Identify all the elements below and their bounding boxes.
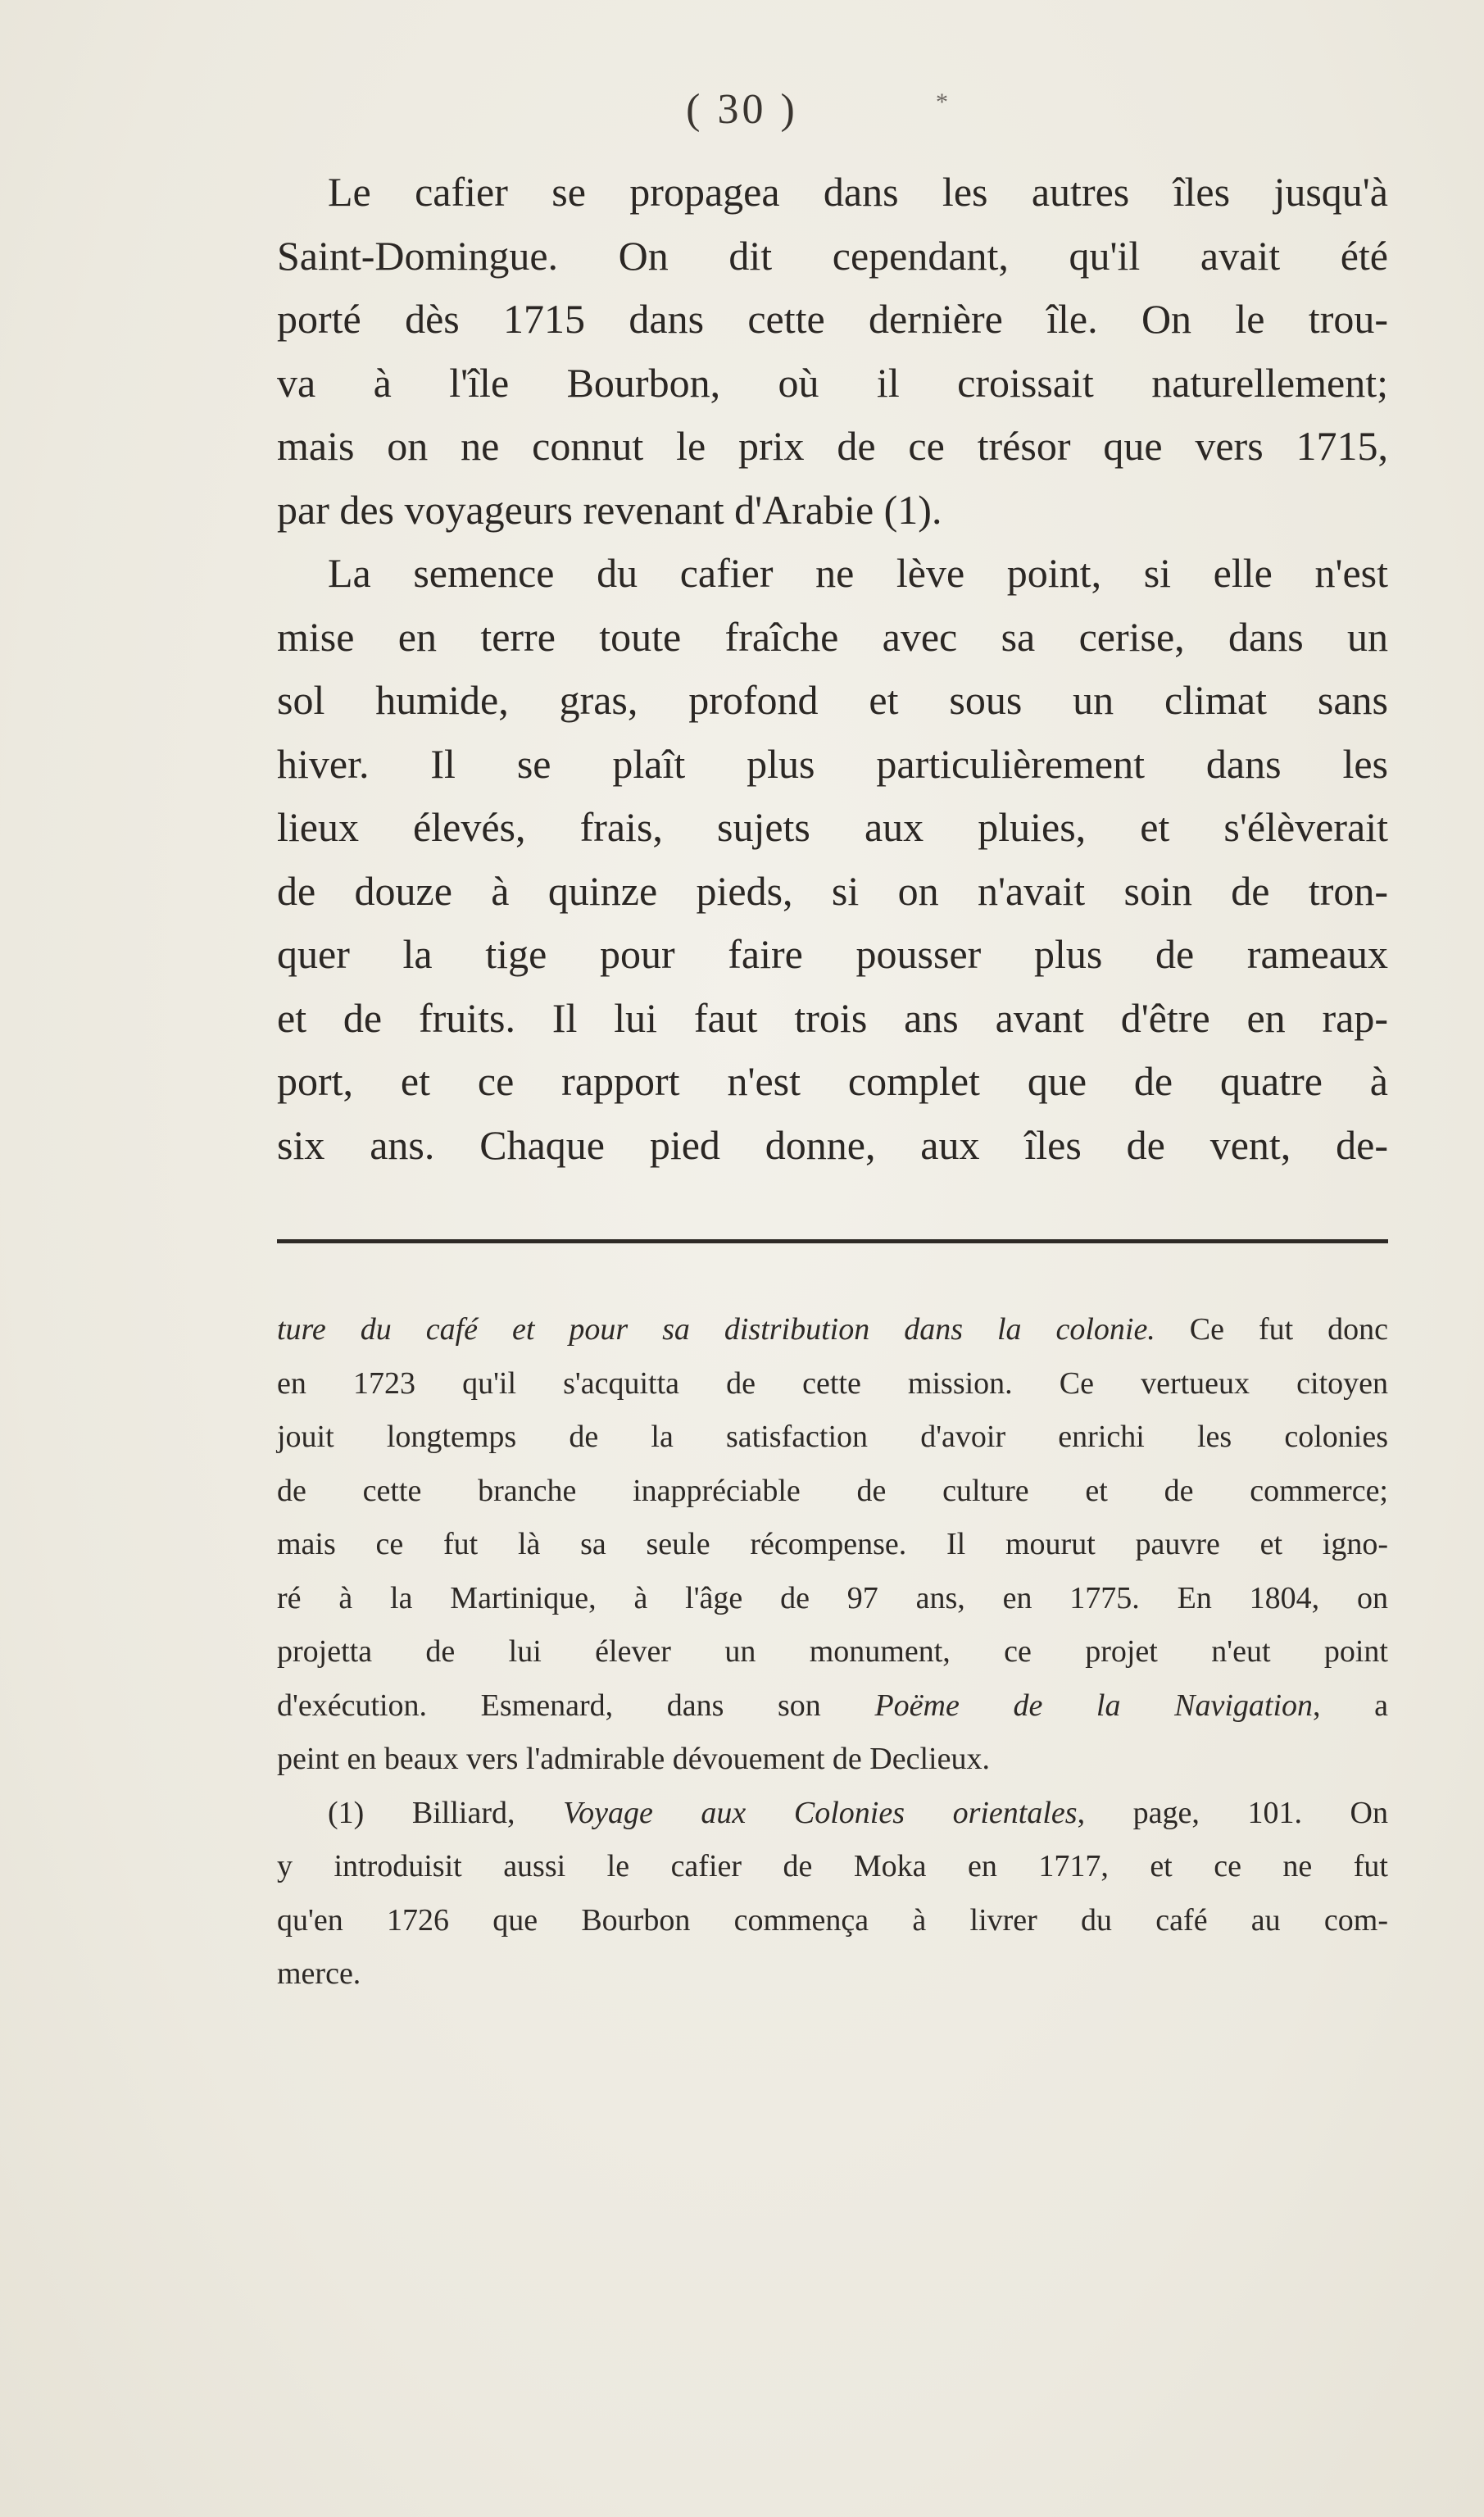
footnotes-block [277,1303,1388,2001]
note-line: de cette branche inappréciable de culture et de commerce; [277,1473,1388,1508]
text-line: par des voyageurs revenant d'Arabie (1). [277,486,942,533]
note-italic: Poëme de la Navigation [874,1688,1313,1723]
text-line: et de fruits. Il lui faut trois ans avant d'être en rap- [277,994,1388,1041]
text-line: mise en terre toute fraîche avec sa cerise, dans un [277,613,1388,660]
text-line: hiver. Il se plaît plus particulièrement dans les [277,740,1388,787]
page-number [0,85,1484,134]
main-text-block [277,161,1388,1177]
footnote-line [277,1787,1388,1841]
note-line: jouit longtemps de la satisfaction d'avoir enrichi les colonies [277,1420,1388,1454]
text-line: lieux élevés, frais, sujets aux pluies, et s'élèverait [277,804,1388,850]
text-line: Saint-Domingue. On dit cependant, qu'il avait été [277,232,1388,279]
text-line: va à l'île Bourbon, où il croissait naturellement; [277,359,1388,406]
note-line: peint en beaux vers l'admirable dévouement de Declieux. [277,1742,990,1776]
text-line: quer la tige pour faire pousser plus de rameaux [277,931,1388,977]
footnote-marker-text: (1) Billiard, [328,1795,564,1830]
text-line: mais on ne connut le prix de ce trésor que vers 1715, [277,423,1388,469]
text-line: de douze à quinze pieds, si on n'avait soin de tron- [277,867,1388,914]
note-italic: ture du café et pour sa distribution dans la colonie. [277,1312,1155,1347]
text-line: port, et ce rapport n'est complet que de quatre à [277,1058,1388,1104]
text-line: La semence du cafier ne lève point, si elle n'est [328,550,1388,596]
folio-mark: * [936,89,951,116]
note-line: projetta de lui élever un monument, ce projet n'eut point [277,1634,1388,1669]
footnote-line: merce. [277,1956,361,1991]
footnote-separator-rule [277,1239,1388,1243]
note-text: , page, 101. On [1077,1795,1389,1830]
text-line: sol humide, gras, profond et sous un climat sans [277,677,1388,723]
note-line: ré à la Martinique, à l'âge de 97 ans, en 1775. En 1804, on [277,1580,1388,1615]
page-number-text: ( 30 ) [686,86,798,133]
note-italic: Voyage aux Colonies orientales [563,1795,1078,1830]
note-text: , a [1313,1688,1388,1723]
footnote-line: y introduisit aussi le cafier de Moka en 1717, et ce ne fut [277,1849,1388,1883]
note-line [277,1679,1388,1733]
note-line: en 1723 qu'il s'acquitta de cette mission. Ce vertueux citoyen [277,1365,1388,1401]
note-text: d'exécution. Esmenard, dans son [277,1688,875,1723]
text-line: Le cafier se propagea dans les autres îles jusqu'à [328,169,1388,215]
note-line: mais ce fut là sa seule récompense. Il mourut pauvre et igno- [277,1527,1388,1561]
text-line: six ans. Chaque pied donne, aux îles de vent, de- [277,1121,1388,1168]
footnote-line: qu'en 1726 que Bourbon commença à livrer du café au com- [277,1902,1388,1938]
note-line [277,1303,1388,1357]
text-line: porté dès 1715 dans cette dernière île. On le trou- [277,296,1388,342]
note-text: Ce fut donc [1155,1312,1388,1347]
